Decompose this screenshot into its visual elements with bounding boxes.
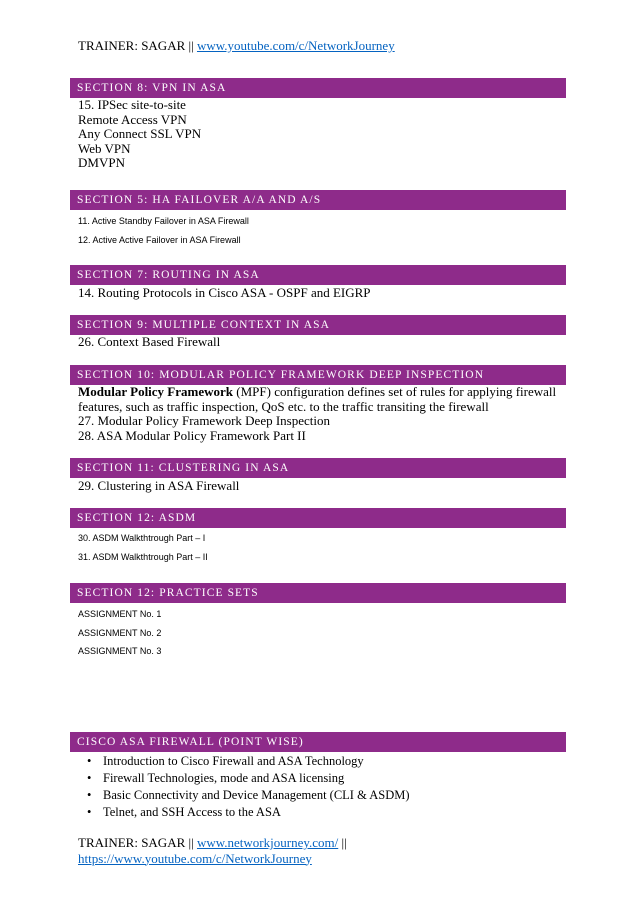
separator: || — [338, 835, 347, 850]
list-item: • Introduction to Cisco Firewall and ASA Technology — [87, 754, 364, 768]
section-header-context: SECTION 9: MULTIPLE CONTEXT IN ASA — [70, 315, 566, 335]
list-item: 12. Active Active Failover in ASA Firewall — [78, 234, 241, 245]
practice-list — [78, 605, 161, 661]
mpf-bold-term: Modular Policy Framework — [78, 384, 234, 399]
list-item: ASSIGNMENT No. 2 — [78, 627, 162, 638]
mpf-list — [78, 414, 330, 443]
ha-list — [78, 212, 249, 249]
section-header-mpf: SECTION 10: MODULAR POLICY FRAMEWORK DEEP INSPECTION — [70, 365, 566, 385]
section-header-practice: SECTION 12: PRACTICE SETS — [70, 583, 566, 603]
list-item: 15. IPSec site-to-site — [78, 97, 186, 112]
pointwise-list — [78, 753, 410, 821]
section-header-vpn: SECTION 8: VPN IN ASA — [70, 78, 566, 98]
clustering-list — [78, 479, 239, 494]
networkjourney-link[interactable]: www.networkjourney.com/ — [196, 835, 339, 850]
trainer-footer — [78, 835, 347, 866]
list-item: ASSIGNMENT No. 1 — [78, 609, 162, 619]
bullet-icon: • — [87, 788, 92, 802]
list-item: Remote Access VPN — [78, 111, 187, 127]
section-header-routing: SECTION 7: ROUTING IN ASA — [70, 265, 566, 285]
trainer-header — [78, 37, 395, 54]
trainer-label: TRAINER: SAGAR || — [78, 38, 197, 53]
bullet-icon: • — [87, 754, 92, 768]
list-item: 31. ASDM Walkthtrough Part – II — [78, 551, 208, 562]
bullet-icon: • — [87, 771, 92, 785]
section-header-clustering: SECTION 11: CLUSTERING IN ASA — [70, 458, 566, 478]
list-item: • Telnet, and SSH Access to the ASA — [87, 805, 281, 819]
context-list — [78, 335, 220, 350]
list-item: Any Connect SSL VPN — [78, 126, 202, 142]
list-item: 29. Clustering in ASA Firewall — [78, 478, 240, 493]
section-header-asdm: SECTION 12: ASDM — [70, 508, 566, 528]
list-item: 27. Modular Policy Framework Deep Inspection — [78, 413, 331, 428]
list-item: 26. Context Based Firewall — [78, 334, 221, 349]
list-item: 11. Active Standby Failover in ASA Firewall — [78, 216, 249, 226]
mpf-desc-text: (MPF) configuration defines set of rules for applying firewall features, such as traffic inspection, QoS etc. to the traffic transiting the firewall — [78, 384, 557, 414]
list-item: 30. ASDM Walkthtrough Part – I — [78, 533, 206, 543]
vpn-list — [78, 98, 201, 171]
list-item: ASSIGNMENT No. 3 — [78, 646, 162, 656]
mpf-description — [78, 385, 563, 414]
youtube-link[interactable]: www.youtube.com/c/NetworkJourney — [196, 38, 395, 53]
list-item: DMVPN — [78, 155, 125, 171]
list-item: Web VPN — [78, 140, 131, 156]
list-item: • Firewall Technologies, mode and ASA licensing — [87, 771, 345, 785]
youtube-link[interactable]: https://www.youtube.com/c/NetworkJourney — [78, 850, 312, 866]
asdm-list — [78, 529, 208, 566]
list-item: 14. Routing Protocols in Cisco ASA - OSPF and EIGRP — [78, 285, 371, 300]
routing-list — [78, 286, 371, 301]
section-header-ha: SECTION 5: HA FAILOVER A/A AND A/S — [70, 190, 566, 210]
bullet-icon: • — [87, 805, 92, 819]
list-item: • Basic Connectivity and Device Management (CLI & ASDM) — [87, 788, 410, 802]
list-item: 28. ASA Modular Policy Framework Part II — [78, 427, 306, 443]
section-header-pointwise: CISCO ASA FIREWALL (POINT WISE) — [70, 732, 566, 752]
trainer-label: TRAINER: SAGAR || — [78, 835, 197, 850]
